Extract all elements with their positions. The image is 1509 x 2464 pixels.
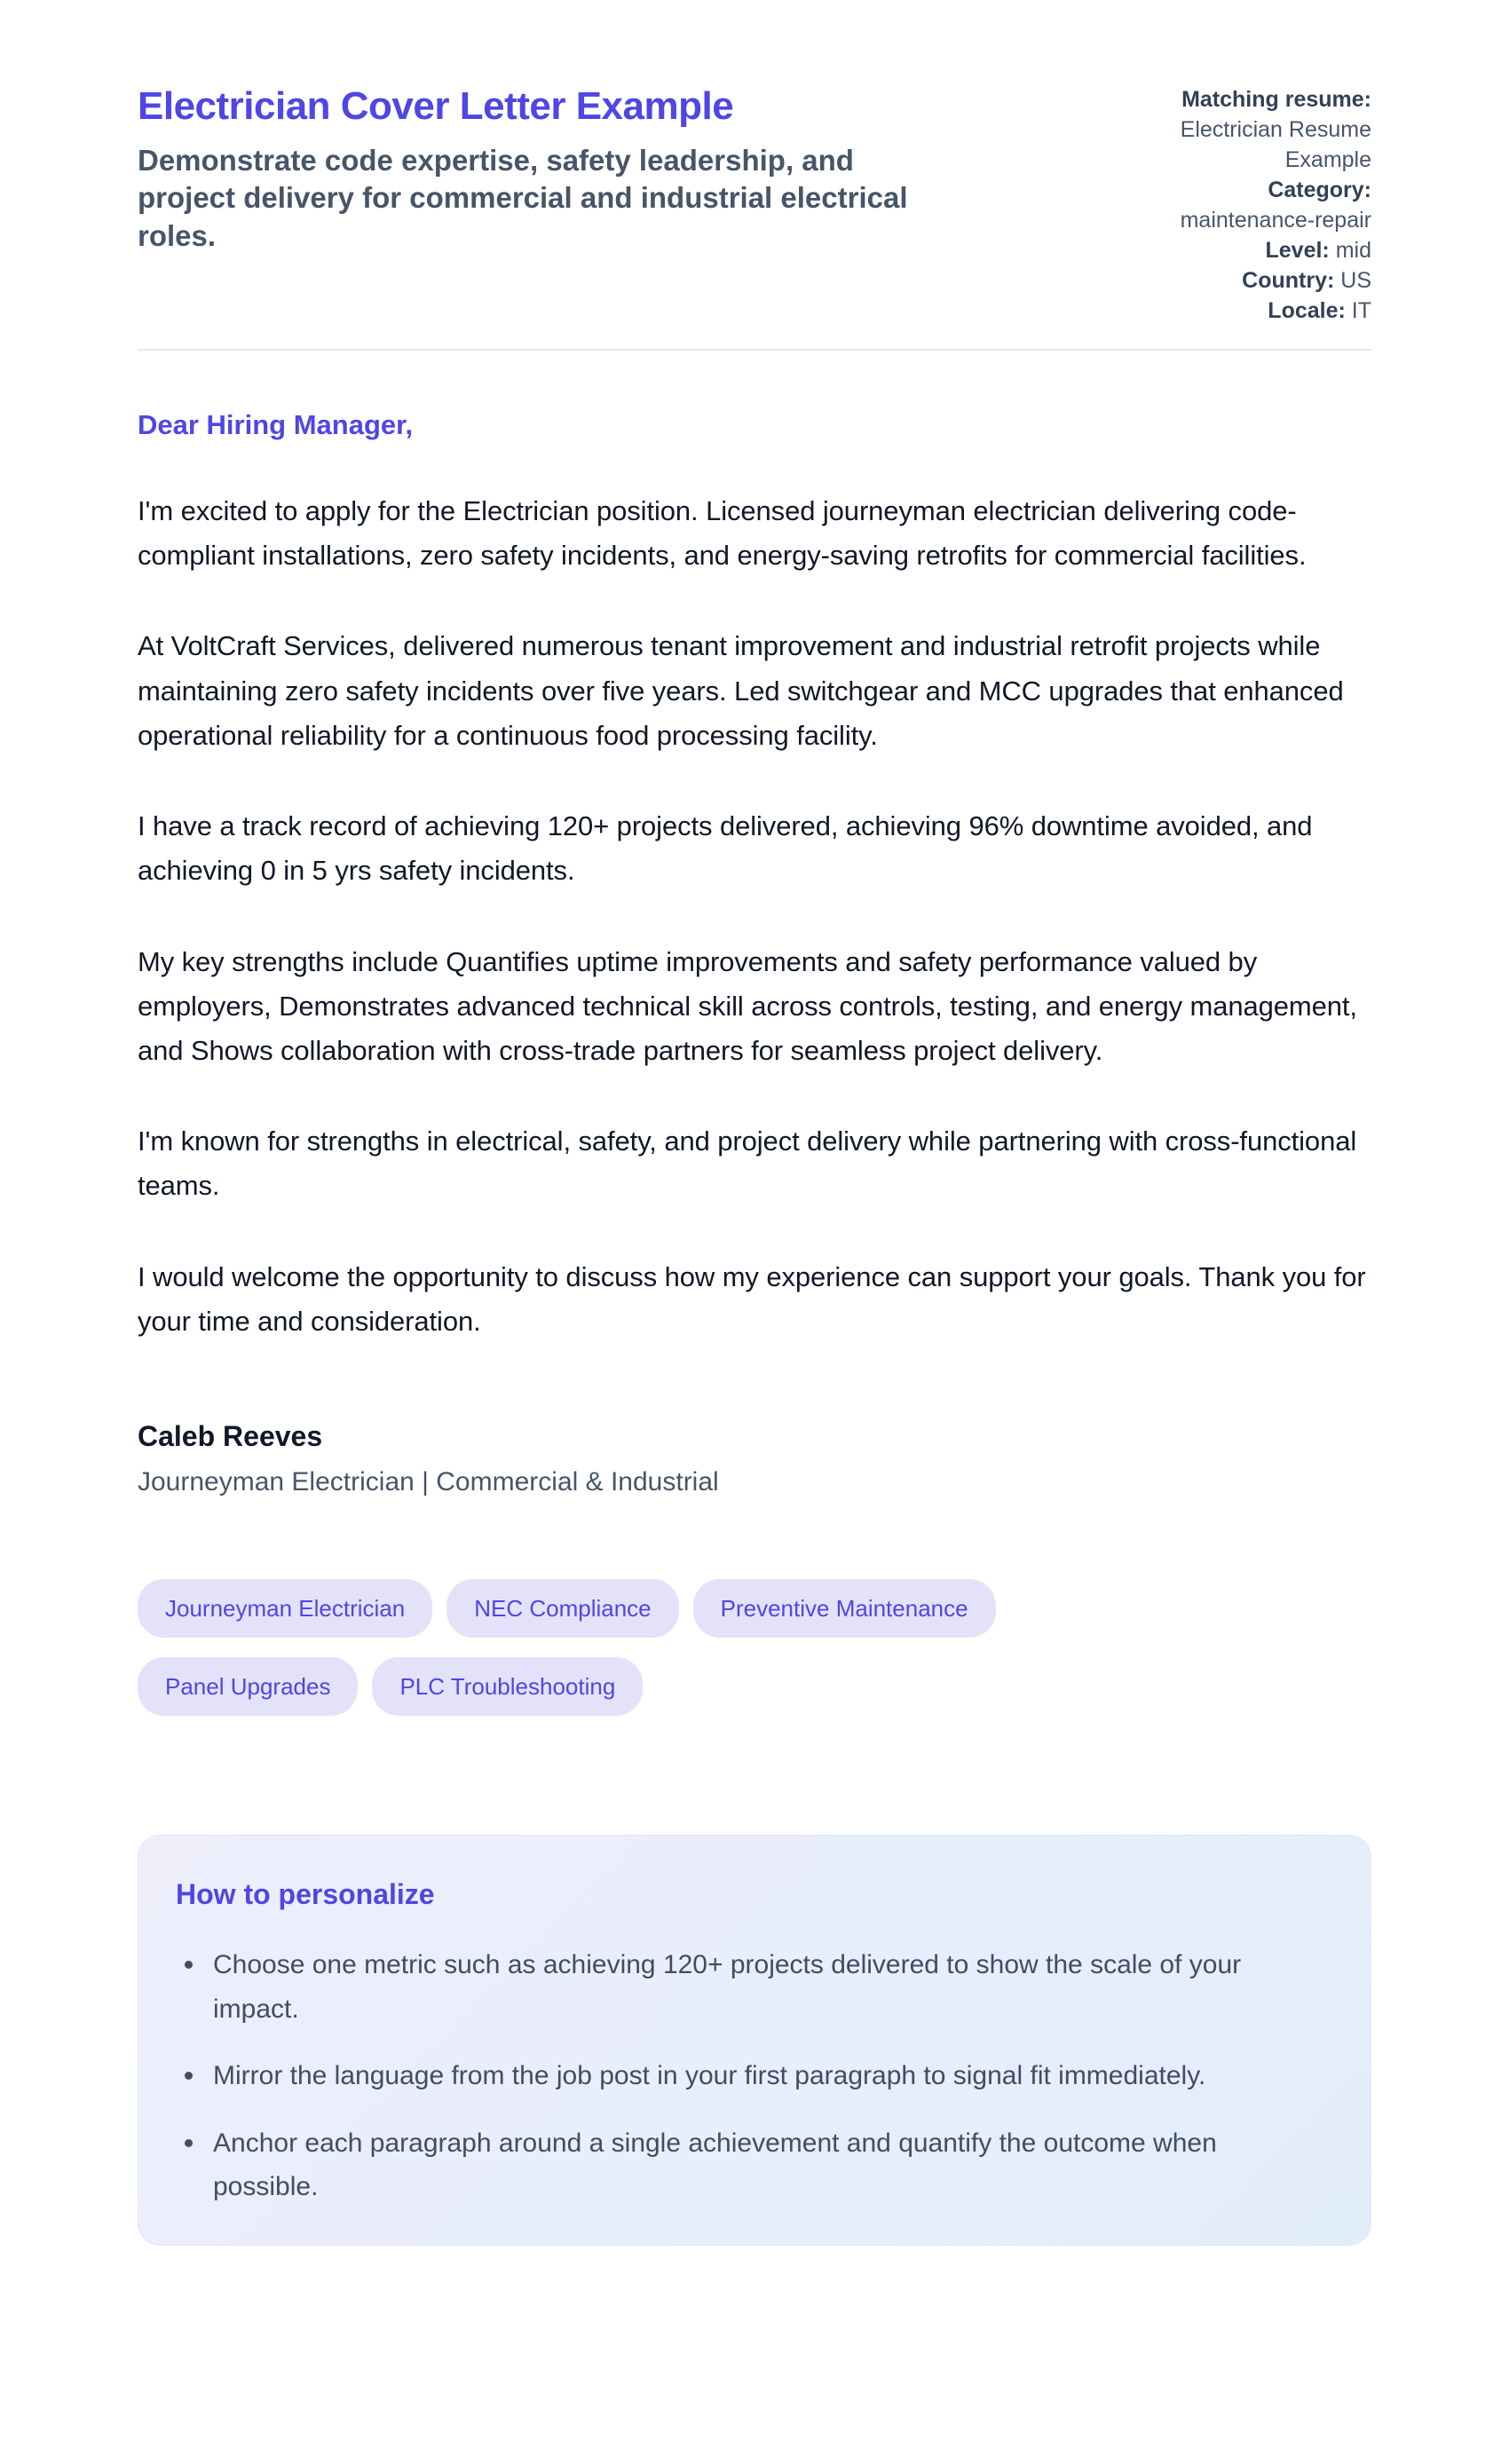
- letter-paragraph: I would welcome the opportunity to discuss how my experience can support your goals. Thank you for your time and consideration.: [138, 1260, 1366, 1337]
- header-title-block: [138, 84, 919, 256]
- meta-locale: Locale: IT: [1268, 298, 1371, 323]
- how-to-personalize-card: [138, 1835, 1371, 2246]
- page-header: [138, 84, 1371, 326]
- signature-block: [138, 1420, 1371, 1497]
- letter-paragraph: My key strengths include Quantifies uptime improvements and safety performance valued by employers, Demonstrates advanced technical skill across controls, testing, and energy management, and Shows collaboration with cross-trade partners for seamless project delivery.: [138, 945, 1357, 1066]
- letter-greeting: Dear Hiring Manager,: [138, 409, 414, 440]
- skill-tag: Journeyman Electrician: [138, 1579, 432, 1638]
- meta-country: Country: US: [1242, 268, 1371, 293]
- cover-letter-page: [138, 0, 1371, 2246]
- signature-name: Caleb Reeves: [138, 1420, 323, 1453]
- meta-matching-resume-value: Electrician Resume Example: [1180, 117, 1371, 172]
- letter-paragraph: I have a track record of achieving 120+ projects delivered, achieving 96% downtime avoided, and achieving 0 in 5 yrs safety incidents.: [138, 810, 1313, 887]
- header-divider: [138, 349, 1371, 351]
- personalize-bullet-list: [176, 1943, 1321, 2209]
- page-subtitle: Demonstrate code expertise, safety leadership, and project delivery for commercial and industrial electrical roles.: [138, 143, 908, 253]
- cover-letter-body: [138, 409, 1371, 1497]
- meta-category-value: maintenance-repair: [1180, 208, 1371, 233]
- meta-category-label: Category:: [1268, 178, 1371, 202]
- skill-tag: Panel Upgrades: [138, 1657, 358, 1716]
- page-title: Electrician Cover Letter Example: [138, 84, 734, 128]
- letter-paragraph: I'm excited to apply for the Electrician position. Licensed journeyman electrician delivering code-compliant installations, zero safety incidents, and energy-saving retrofits for commercial facilities.: [138, 495, 1307, 572]
- personalize-bullet: Choose one metric such as achieving 120+ projects delivered to show the scale of your impact.: [176, 1943, 1285, 2031]
- skill-tag: NEC Compliance: [446, 1579, 678, 1638]
- letter-paragraph: I'm known for strengths in electrical, safety, and project delivery while partnering with cross-functional teams.: [138, 1125, 1357, 1202]
- skill-tag-list: [138, 1579, 1203, 1716]
- resume-meta-panel: [1139, 84, 1371, 326]
- meta-level: Level: mid: [1265, 238, 1371, 263]
- skill-tag: PLC Troubleshooting: [372, 1657, 643, 1716]
- personalize-heading: How to personalize: [176, 1878, 435, 1911]
- signature-role: Journeyman Electrician | Commercial & Industrial: [138, 1467, 719, 1497]
- personalize-bullet: Anchor each paragraph around a single achievement and quantify the outcome when possible.: [176, 2121, 1285, 2209]
- meta-matching-resume-label: Matching resume:: [1181, 87, 1371, 112]
- letter-paragraph: At VoltCraft Services, delivered numerous tenant improvement and industrial retrofit projects while maintaining zero safety incidents over five years. Led switchgear and MCC upgrades that enhanced operational reliability for a continuous food processing facility.: [138, 630, 1344, 751]
- personalize-bullet: Mirror the language from the job post in your first paragraph to signal fit immediately.: [176, 2054, 1285, 2098]
- skill-tag: Preventive Maintenance: [693, 1579, 996, 1638]
